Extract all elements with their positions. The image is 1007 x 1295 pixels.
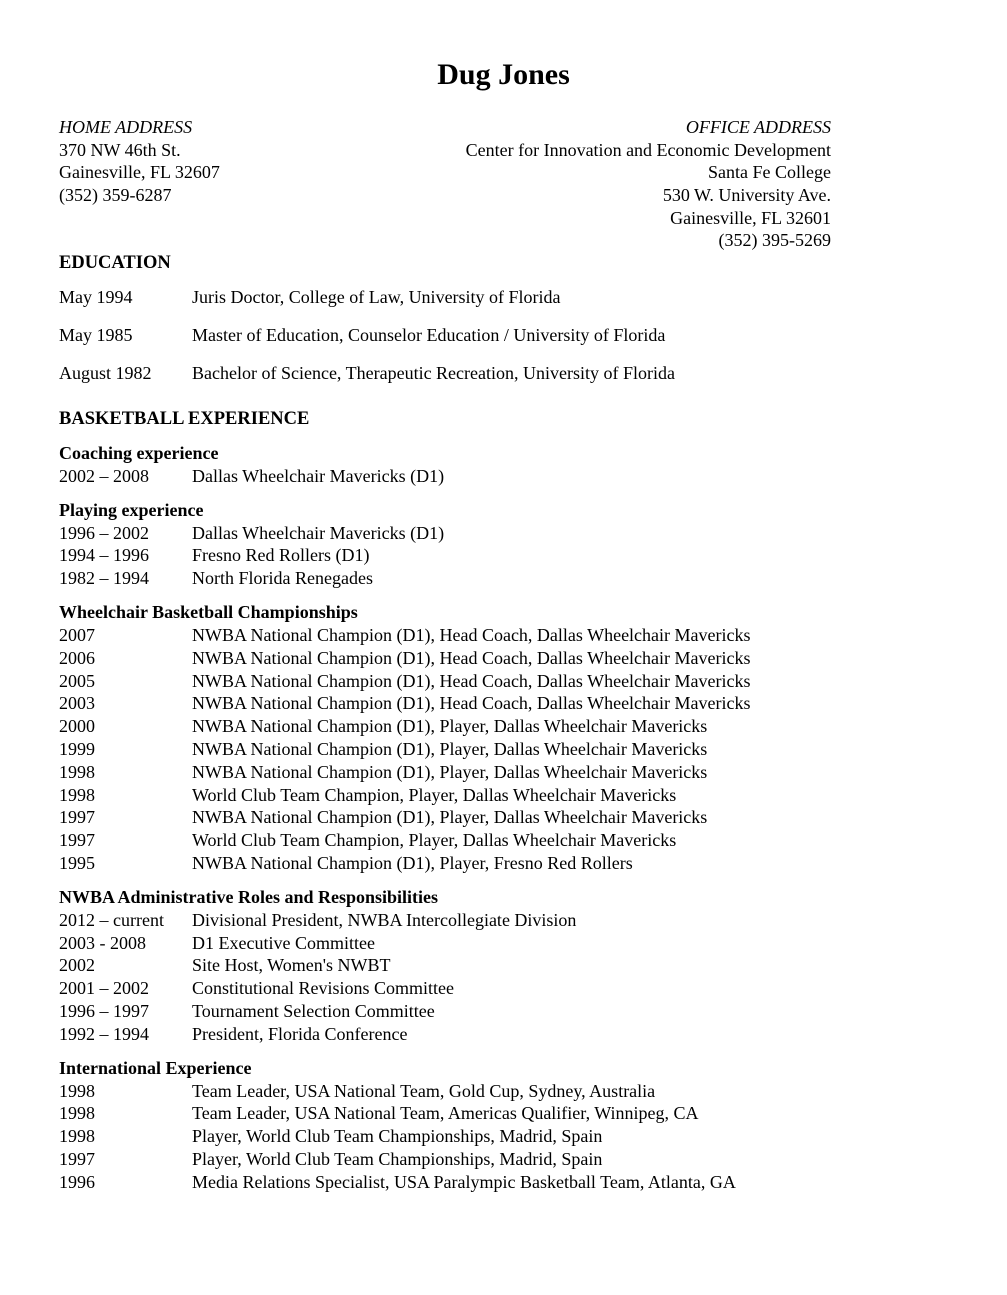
admin-role: Site Host, Women's NWBT (192, 955, 391, 975)
championship-year: 1998 (59, 762, 95, 782)
championship-year: 2007 (59, 625, 95, 645)
playing-team: Fresno Red Rollers (D1) (192, 545, 370, 565)
playing-date: 1982 – 1994 (59, 568, 149, 588)
championship-title: World Club Team Champion, Player, Dallas Wheelchair Mavericks (192, 785, 677, 805)
playing-team: Dallas Wheelchair Mavericks (D1) (192, 523, 445, 543)
education-date: May 1985 (59, 325, 133, 345)
office-address (466, 116, 831, 252)
playing-date: 1996 – 2002 (59, 523, 149, 543)
international-year: 1998 (59, 1103, 95, 1123)
championship-year: 2000 (59, 716, 95, 736)
international-year: 1998 (59, 1126, 95, 1146)
championship-title: NWBA National Champion (D1), Player, Dallas Wheelchair Mavericks (192, 762, 708, 782)
admin-role: Constitutional Revisions Committee (192, 978, 455, 998)
coaching-team: Dallas Wheelchair Mavericks (D1) (192, 466, 445, 486)
championship-title: NWBA National Champion (D1), Player, Dallas Wheelchair Mavericks (192, 716, 708, 736)
home-phone: (352) 359-6287 (59, 185, 172, 206)
international-year: 1997 (59, 1149, 95, 1169)
championship-title: NWBA National Champion (D1), Head Coach, Dallas Wheelchair Mavericks (192, 693, 751, 713)
championship-year: 2006 (59, 648, 95, 668)
home-address-line: Gainesville, FL 32607 (59, 162, 220, 183)
basketball-heading: BASKETBALL EXPERIENCE (59, 409, 310, 429)
coaching-heading: Coaching experience (59, 443, 219, 463)
international-role: Player, World Club Team Championships, Madrid, Spain (192, 1126, 603, 1146)
championship-title: NWBA National Champion (D1), Head Coach, Dallas Wheelchair Mavericks (192, 671, 751, 691)
championship-title: NWBA National Champion (D1), Player, Fresno Red Rollers (192, 853, 633, 873)
home-address (59, 116, 220, 207)
international-role: Player, World Club Team Championships, Madrid, Spain (192, 1149, 603, 1169)
admin-date: 2012 – current (59, 910, 164, 930)
playing-heading: Playing experience (59, 500, 204, 520)
home-address-line: 370 NW 46th St. (59, 139, 181, 160)
international-role: Team Leader, USA National Team, Gold Cup, Sydney, Australia (192, 1081, 656, 1101)
championship-year: 1997 (59, 830, 95, 850)
education-heading: EDUCATION (59, 253, 171, 273)
championship-title: NWBA National Champion (D1), Player, Dallas Wheelchair Mavericks (192, 807, 708, 827)
coaching-date: 2002 – 2008 (59, 466, 149, 486)
championship-year: 1997 (59, 807, 95, 827)
admin-date: 2002 (59, 955, 95, 975)
championship-year: 1998 (59, 785, 95, 805)
playing-date: 1994 – 1996 (59, 545, 149, 565)
education-degree: Juris Doctor, College of Law, University of Florida (192, 287, 561, 307)
admin-role: D1 Executive Committee (192, 933, 375, 953)
education-date: August 1982 (59, 363, 152, 383)
office-phone: (352) 395-5269 (718, 230, 831, 251)
office-address-line: Santa Fe College (708, 162, 831, 183)
office-address-heading: OFFICE ADDRESS (685, 117, 831, 137)
championship-year: 2005 (59, 671, 95, 691)
championship-title: World Club Team Champion, Player, Dallas Wheelchair Mavericks (192, 830, 677, 850)
championship-title: NWBA National Champion (D1), Head Coach, Dallas Wheelchair Mavericks (192, 648, 751, 668)
education-date: May 1994 (59, 287, 133, 307)
resume-name: Dug Jones (437, 58, 570, 91)
championship-year: 2003 (59, 693, 95, 713)
championship-title: NWBA National Champion (D1), Head Coach, Dallas Wheelchair Mavericks (192, 625, 751, 645)
championships-heading: Wheelchair Basketball Championships (59, 602, 358, 622)
international-role: Team Leader, USA National Team, Americas Qualifier, Winnipeg, CA (192, 1103, 699, 1123)
admin-date: 2003 - 2008 (59, 933, 146, 953)
education-degree: Master of Education, Counselor Education / University of Florida (192, 325, 666, 345)
championship-year: 1999 (59, 739, 95, 759)
admin-date: 1996 – 1997 (59, 1001, 149, 1021)
office-address-line: Center for Innovation and Economic Development (465, 139, 831, 160)
admin-date: 1992 – 1994 (59, 1024, 149, 1044)
international-year: 1998 (59, 1081, 95, 1101)
international-role: Media Relations Specialist, USA Paralympic Basketball Team, Atlanta, GA (192, 1172, 736, 1192)
admin-date: 2001 – 2002 (59, 978, 149, 998)
home-address-heading: HOME ADDRESS (59, 117, 193, 137)
admin-role: Divisional President, NWBA Intercollegiate Division (192, 910, 577, 930)
international-heading: International Experience (59, 1058, 252, 1078)
admin-heading: NWBA Administrative Roles and Responsibilities (59, 887, 439, 907)
playing-team: North Florida Renegades (192, 568, 373, 588)
international-year: 1996 (59, 1172, 95, 1192)
admin-role: President, Florida Conference (192, 1024, 408, 1044)
office-address-line: 530 W. University Ave. (662, 185, 831, 206)
championship-title: NWBA National Champion (D1), Player, Dallas Wheelchair Mavericks (192, 739, 708, 759)
admin-role: Tournament Selection Committee (192, 1001, 435, 1021)
office-address-line: Gainesville, FL 32601 (670, 207, 831, 228)
championship-year: 1995 (59, 853, 95, 873)
education-degree: Bachelor of Science, Therapeutic Recreation, University of Florida (192, 363, 675, 383)
